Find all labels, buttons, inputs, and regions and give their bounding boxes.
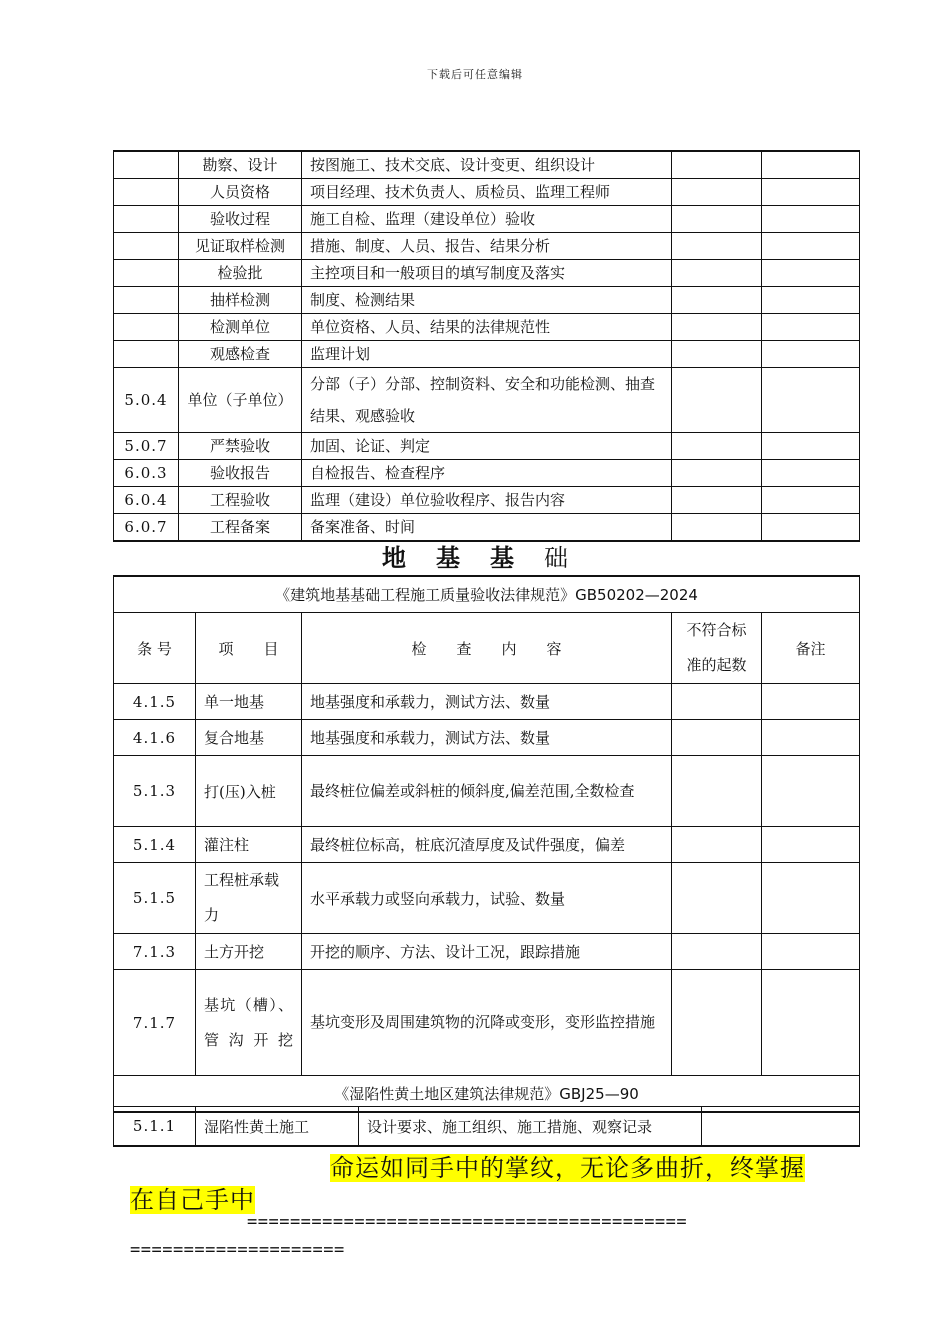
- row-code: [114, 287, 179, 314]
- row-remark-cell: [762, 863, 860, 934]
- row-item: 土方开挖: [196, 934, 302, 970]
- row-count-cell: [672, 287, 762, 314]
- row-content: 单位资格、人员、结果的法律规范性: [302, 314, 672, 341]
- row-item: 验收过程: [179, 206, 302, 233]
- row-remark-cell: [762, 684, 860, 720]
- row-code: 5.1.1: [114, 1107, 196, 1147]
- row-code: 5.0.4: [114, 368, 179, 433]
- table-row: [114, 970, 860, 1076]
- row-count-cell: [672, 179, 762, 206]
- motto-quote: [130, 1152, 840, 1216]
- row-item: 人员资格: [179, 179, 302, 206]
- row-count-cell: [672, 684, 762, 720]
- row-remark-cell: [762, 514, 860, 542]
- row-remark-cell: [762, 179, 860, 206]
- row-remark-cell: [762, 233, 860, 260]
- row-count-cell: [672, 970, 762, 1076]
- row-content: 备案准备、时间: [302, 514, 672, 542]
- row-content: 监理（建设）单位验收程序、报告内容: [302, 487, 672, 514]
- header-row: [114, 613, 860, 684]
- row-code: [114, 341, 179, 368]
- row-item: 打(压)入桩: [196, 756, 302, 827]
- row-code: [114, 260, 179, 287]
- row-content: 自检报告、检查程序: [302, 460, 672, 487]
- table-row: [114, 233, 860, 260]
- row-item: 工程验收: [179, 487, 302, 514]
- row-content: 基坑变形及周围建筑物的沉降或变形，变形监控措施: [302, 970, 672, 1076]
- row-item: 见证取样检测: [179, 233, 302, 260]
- row-item: 单一地基: [196, 684, 302, 720]
- row-item: 严禁验收: [179, 433, 302, 460]
- row-count-cell: [672, 341, 762, 368]
- row-code: 6.0.4: [114, 487, 179, 514]
- row-content: 项目经理、技术负责人、质检员、监理工程师: [302, 179, 672, 206]
- row-count-cell: [672, 368, 762, 433]
- row-item: 单位（子单位）: [179, 368, 302, 433]
- standard-title-2: 《湿陷性黄土地区建筑法律规范》GBJ25—90: [114, 1076, 860, 1113]
- header-remark: 备注: [762, 613, 860, 684]
- row-content: 按图施工、技术交底、设计变更、组织设计: [302, 151, 672, 179]
- row-count-cell: [672, 487, 762, 514]
- table-row: [114, 827, 860, 863]
- table-row: [114, 314, 860, 341]
- row-count-cell: [672, 314, 762, 341]
- row-code: [114, 314, 179, 341]
- row-remark-cell: [762, 206, 860, 233]
- row-content: 水平承载力或竖向承载力，试验、数量: [302, 863, 672, 934]
- row-code: 7.1.3: [114, 934, 196, 970]
- row-remark-cell: [762, 934, 860, 970]
- row-count-cell: [672, 827, 762, 863]
- section-title: [0, 538, 950, 573]
- foundation-table: [113, 575, 860, 1113]
- table-row: [114, 1107, 860, 1147]
- row-code: [114, 233, 179, 260]
- row-code: 5.1.3: [114, 756, 196, 827]
- motto-line-2: 在自己手中: [130, 1186, 255, 1214]
- table-row: [114, 260, 860, 287]
- row-content: 最终桩位偏差或斜桩的倾斜度,偏差范围,全数检查: [302, 756, 672, 827]
- row-count-cell: [672, 206, 762, 233]
- loess-table: [113, 1106, 860, 1147]
- row-content: 分部（子）分部、控制资料、安全和功能检测、抽查结果、观感验收: [302, 368, 672, 433]
- table-row: [114, 287, 860, 314]
- row-code: 4.1.6: [114, 720, 196, 756]
- row-content: 主控项目和一般项目的填写制度及落实: [302, 260, 672, 287]
- row-code: 4.1.5: [114, 684, 196, 720]
- standard-title: 《建筑地基基础工程施工质量验收法律规范》GB50202—2024: [114, 576, 860, 613]
- table-row: [114, 756, 860, 827]
- table-row: [114, 460, 860, 487]
- row-content: 设计要求、施工组织、施工措施、观察记录: [359, 1107, 702, 1147]
- row-count-cell: [672, 756, 762, 827]
- table-row: [114, 514, 860, 542]
- row-remark-cell: [762, 970, 860, 1076]
- row-remark-cell: [762, 287, 860, 314]
- header-count: 不符合标准的起数: [672, 613, 762, 684]
- row-item: 工程备案: [179, 514, 302, 542]
- row-count-cell: [672, 460, 762, 487]
- row-count-cell: [672, 720, 762, 756]
- row-item: 勘察、设计: [179, 151, 302, 179]
- table-row: [114, 179, 860, 206]
- row-code: 7.1.7: [114, 970, 196, 1076]
- row-item: 复合地基: [196, 720, 302, 756]
- row-remark-cell: [762, 151, 860, 179]
- row-content: 地基强度和承载力，测试方法、数量: [302, 684, 672, 720]
- motto-line-1: 命运如同手中的掌纹，无论多曲折，终掌握: [330, 1154, 805, 1182]
- separator-line-2: ====================: [130, 1240, 345, 1260]
- row-content: 加固、论证、判定: [302, 433, 672, 460]
- row-code: 6.0.7: [114, 514, 179, 542]
- row-remark-cell: [762, 487, 860, 514]
- row-item: 抽样检测: [179, 287, 302, 314]
- row-content: 最终桩位标高，桩底沉渣厚度及试件强度，偏差: [302, 827, 672, 863]
- table-row: [114, 206, 860, 233]
- table-row: [114, 151, 860, 179]
- row-item: 观感检查: [179, 341, 302, 368]
- row-count-cell: [672, 260, 762, 287]
- row-code: [114, 151, 179, 179]
- table-row: [114, 684, 860, 720]
- header-note: 下载后可任意编辑: [427, 68, 523, 81]
- row-remark-cell: [762, 460, 860, 487]
- header-item: 项 目: [196, 613, 302, 684]
- separator-line-1: =========================================: [247, 1212, 688, 1232]
- row-remark-cell: [762, 756, 860, 827]
- row-remark-cell: [702, 1107, 860, 1147]
- row-item: 工程桩承载力: [196, 863, 302, 934]
- header-code: 条 号: [114, 613, 196, 684]
- row-remark-cell: [762, 720, 860, 756]
- section-title-last: 础: [544, 544, 568, 572]
- row-code: 5.1.5: [114, 863, 196, 934]
- row-count-cell: [672, 433, 762, 460]
- table-row: [114, 487, 860, 514]
- table-row: [114, 863, 860, 934]
- row-code: [114, 206, 179, 233]
- row-content: 开挖的顺序、方法、设计工况，跟踪措施: [302, 934, 672, 970]
- table-row: [114, 368, 860, 433]
- row-item: 检验批: [179, 260, 302, 287]
- row-remark-cell: [762, 827, 860, 863]
- row-count-cell: [672, 514, 762, 542]
- table-row: [114, 433, 860, 460]
- row-item: 灌注柱: [196, 827, 302, 863]
- row-item: 基坑（槽）、管沟开挖: [196, 970, 302, 1076]
- row-content: 制度、检测结果: [302, 287, 672, 314]
- row-code: [114, 179, 179, 206]
- section-title-main: 地基基: [382, 544, 544, 572]
- row-count-cell: [672, 233, 762, 260]
- header-content: 检 查 内 容: [302, 613, 672, 684]
- row-content: 施工自检、监理（建设单位）验收: [302, 206, 672, 233]
- acceptance-table: [113, 150, 860, 542]
- row-code: 5.1.4: [114, 827, 196, 863]
- row-content: 地基强度和承载力，测试方法、数量: [302, 720, 672, 756]
- row-remark-cell: [762, 260, 860, 287]
- table-row: [114, 720, 860, 756]
- standard-row: [114, 576, 860, 613]
- row-content: 监理计划: [302, 341, 672, 368]
- row-remark-cell: [762, 433, 860, 460]
- table-row: [114, 934, 860, 970]
- row-count-cell: [672, 934, 762, 970]
- table-row: [114, 341, 860, 368]
- row-remark-cell: [762, 314, 860, 341]
- row-content: 措施、制度、人员、报告、结果分析: [302, 233, 672, 260]
- row-item: 验收报告: [179, 460, 302, 487]
- row-item: 湿陷性黄土施工: [196, 1107, 359, 1147]
- row-code: 5.0.7: [114, 433, 179, 460]
- row-code: 6.0.3: [114, 460, 179, 487]
- row-remark-cell: [762, 368, 860, 433]
- row-count-cell: [672, 151, 762, 179]
- row-item: 检测单位: [179, 314, 302, 341]
- row-remark-cell: [762, 341, 860, 368]
- row-count-cell: [672, 863, 762, 934]
